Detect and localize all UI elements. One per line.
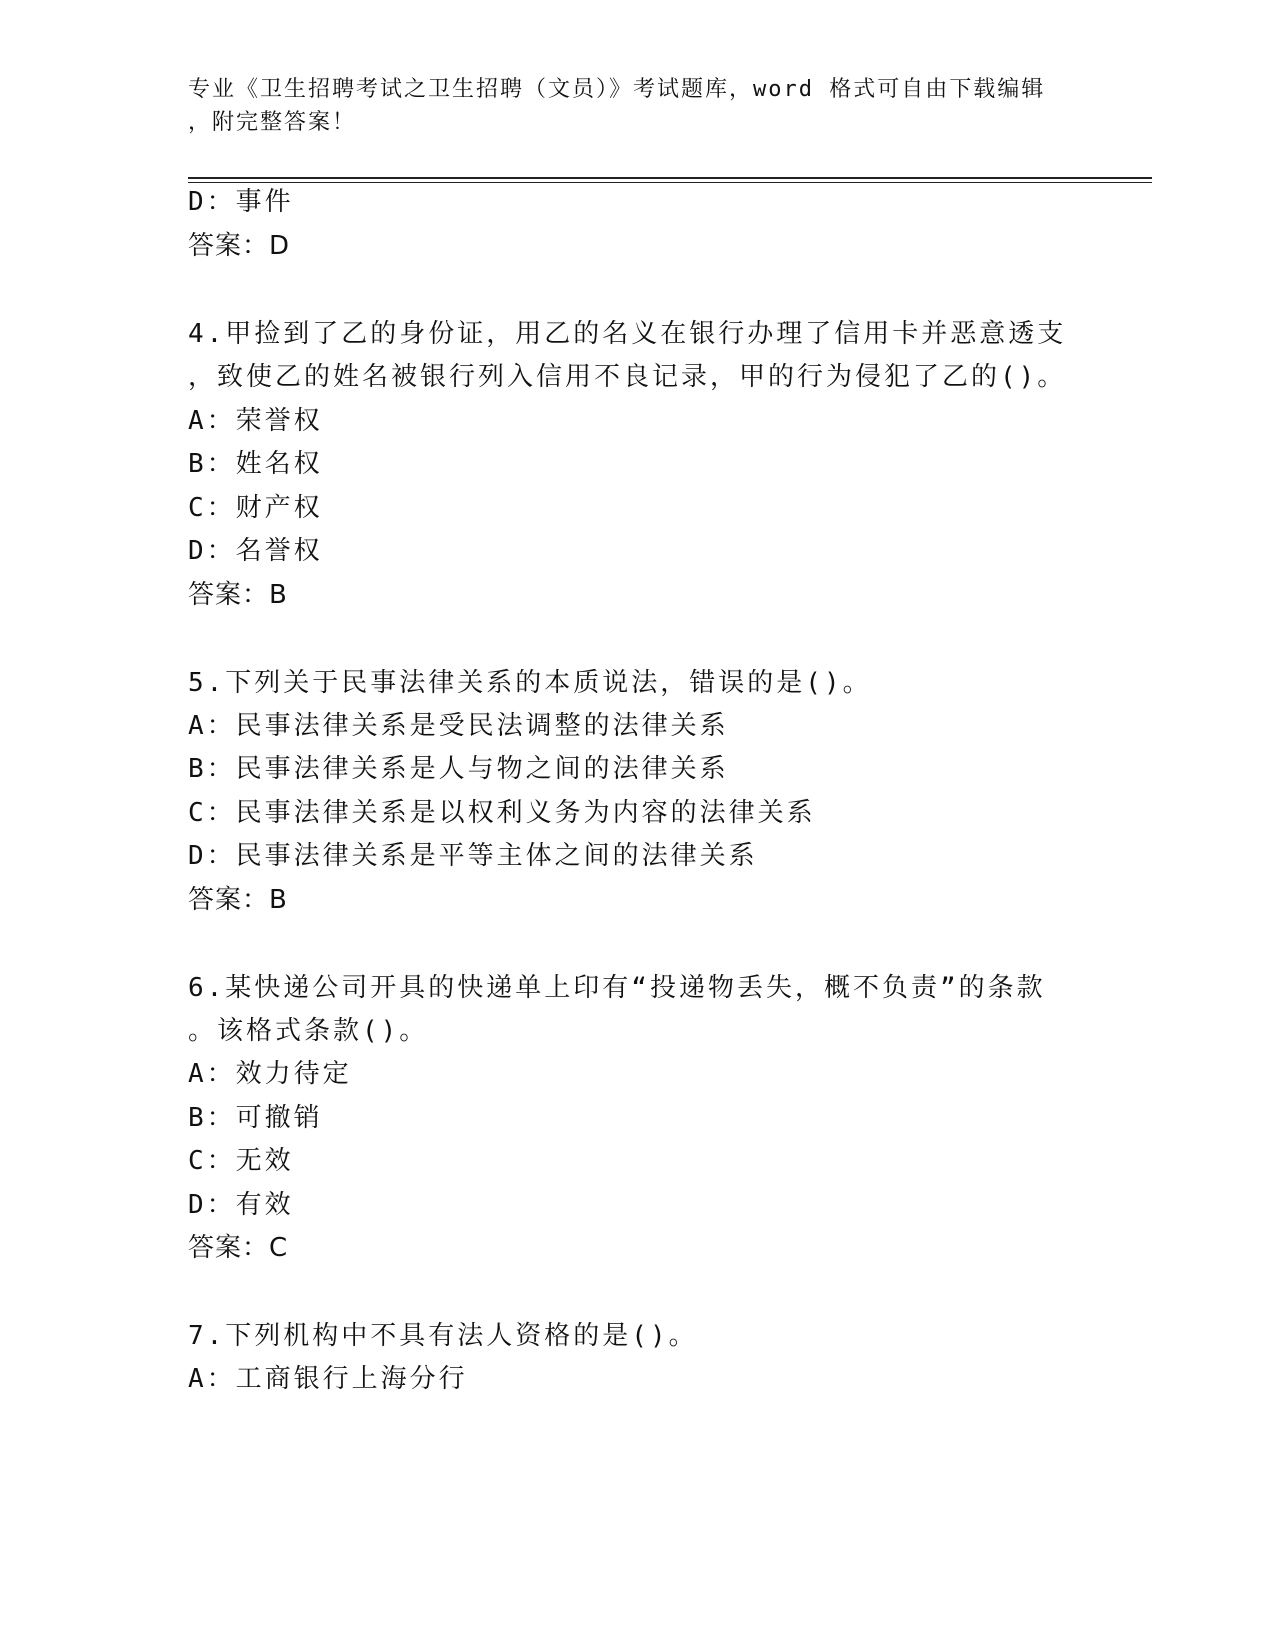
q6-answer: 答案：C [188, 1233, 289, 1263]
q6-option-c: C：无效 [188, 1146, 294, 1176]
header-line-1: 专业《卫生招聘考试之卫生招聘（文员）》考试题库，word 格式可自由下载编辑 [188, 77, 1046, 102]
q7-option-a: A：工商银行上海分行 [188, 1364, 468, 1394]
header-line-2: ，附完整答案！ [188, 110, 357, 135]
q5-answer: 答案：B [188, 885, 288, 915]
q5-option-d: D：民事法律关系是平等主体之间的法律关系 [188, 841, 758, 871]
header-divider-thick [188, 177, 1152, 179]
q4-option-a: A：荣誉权 [188, 406, 323, 436]
q6-stem-line-2: 。该格式条款()。 [188, 1016, 429, 1046]
q5-stem: 5.下列关于民事法律关系的本质说法，错误的是()。 [188, 668, 872, 698]
q6-stem-line-1: 6.某快递公司开具的快递单上印有“投递物丢失，概不负责”的条款 [188, 973, 1046, 1003]
q4-answer: 答案：B [188, 580, 288, 610]
header-divider-thin [188, 182, 1152, 183]
q6-option-b: B：可撤销 [188, 1103, 323, 1133]
q6-option-d: D：有效 [188, 1190, 294, 1220]
q5-option-a: A：民事法律关系是受民法调整的法律关系 [188, 711, 729, 741]
q4-option-c: C：财产权 [188, 493, 323, 523]
q6-option-a: A：效力待定 [188, 1059, 352, 1089]
q5-option-c: C：民事法律关系是以权利义务为内容的法律关系 [188, 798, 816, 828]
document-header [188, 73, 1068, 139]
q4-option-d: D：名誉权 [188, 536, 323, 566]
q3-answer: 答案：D [188, 231, 291, 261]
q5-option-b: B：民事法律关系是人与物之间的法律关系 [188, 754, 729, 784]
q4-stem-line-2: ，致使乙的姓名被银行列入信用不良记录，甲的行为侵犯了乙的()。 [188, 362, 1067, 392]
q3-option-d: D：事件 [188, 187, 294, 217]
q4-stem-line-1: 4.甲捡到了乙的身份证，用乙的名义在银行办理了信用卡并恶意透支 [188, 319, 1067, 349]
q7-stem: 7.下列机构中不具有法人资格的是()。 [188, 1321, 698, 1351]
q4-option-b: B：姓名权 [188, 449, 323, 479]
